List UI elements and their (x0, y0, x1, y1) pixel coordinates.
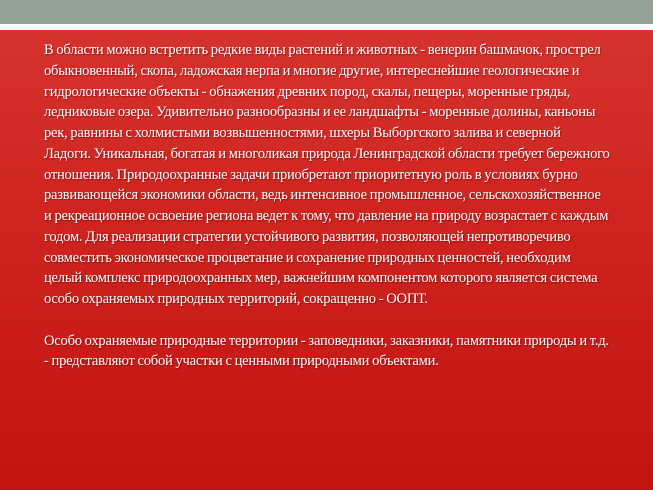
header-divider (0, 24, 653, 27)
paragraph-nature: В области можно встретить редкие виды растений и животных - венерин башмачок, прострел обыкновенный, скопа, ладожская нерпа и многие другие, интереснейшие геологические и гидрологические объекты - обнажения древних пород, скалы, пещеры, моренные гряды, ледниковые озера. Удивительно разнообразны и ее ландшафты - моренные долины, каньоны рек, равнины с холмистыми возвышенностями, шхеры Выборгского залива и северной Ладоги. Уникальная, богатая и многоликая природа Ленинградской области требует бережного отношения. Природоохранные задачи приобретают приоритетную роль в условиях бурно развивающейся экономики области, ведь интенсивное промышленное, сельскохозяйственное и рекреационное освоение региона ведет к тому, что давление на природу возрастает с каждым годом. Для реализации стратегии устойчивого развития, позволяющей непротиворечиво совместить экономическое процветание и сохранение природных ценностей, необходим целый комплекс природоохранных мер, важнейшим компонентом которого является система особо охраняемых природных территорий, сокращенно - ООПТ. (44, 42, 610, 307)
content-panel (0, 30, 653, 490)
body-text (44, 40, 610, 372)
paragraph-protected-areas: Особо охраняемые природные территории - заповедники, заказники, памятники природы и т.д. - представляют собой участки с ценными природными объектами. (44, 332, 609, 370)
top-header-band (0, 0, 653, 24)
paragraph-spacer (44, 310, 610, 331)
